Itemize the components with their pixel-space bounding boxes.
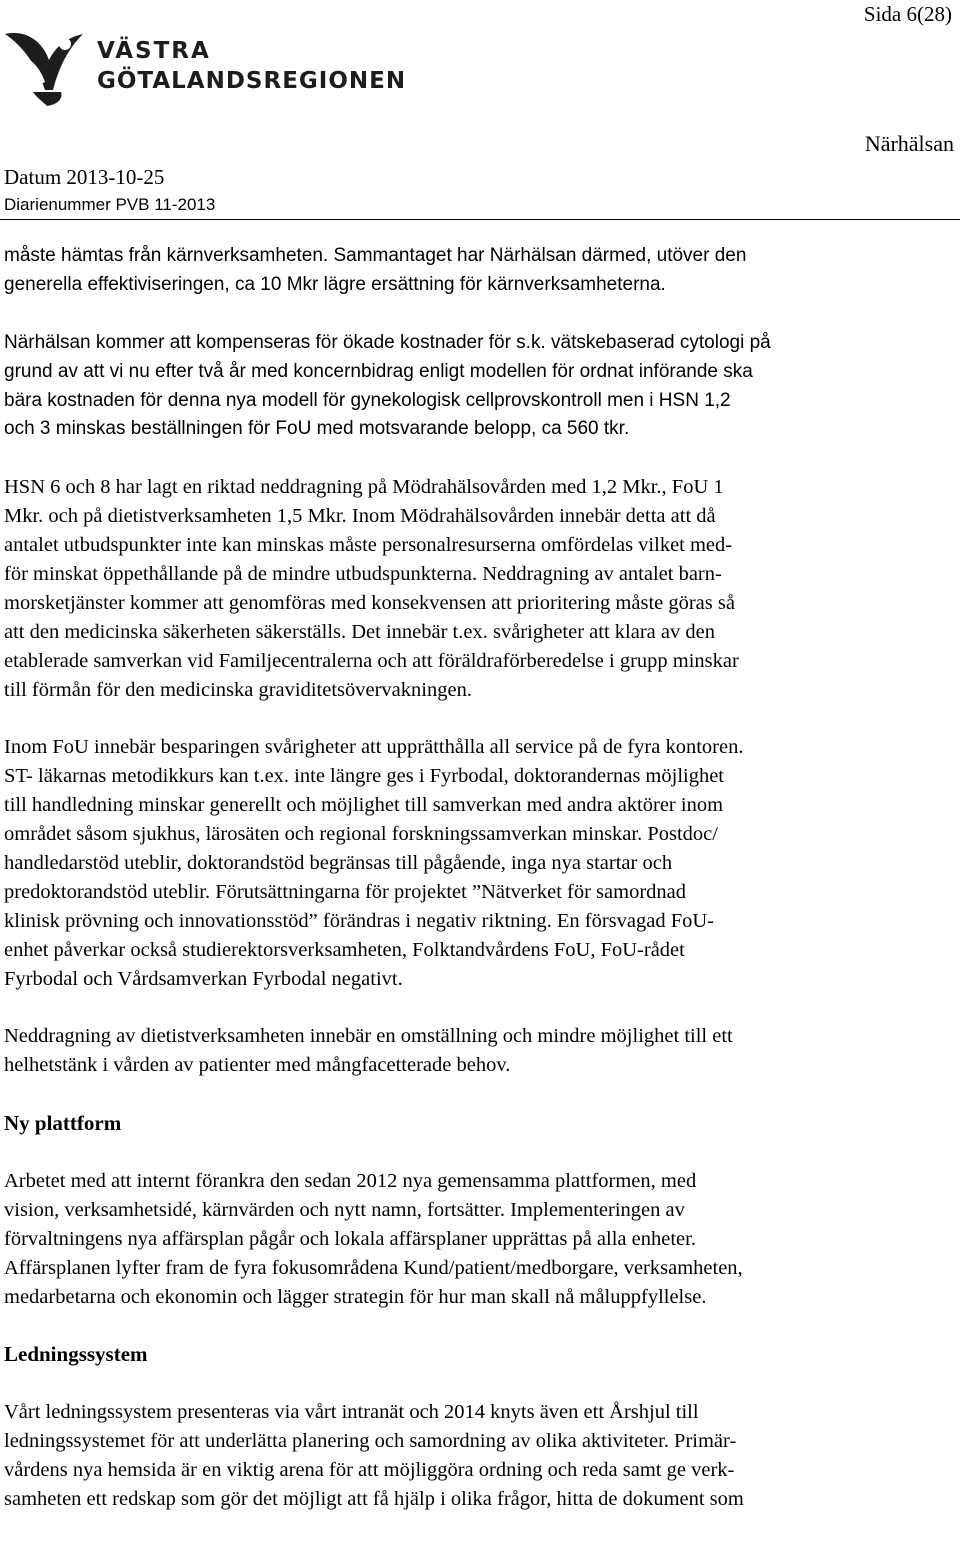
text-line: klinisk prövning och innovationsstöd” förändras i negativ riktning. En försvagad FoU- <box>4 909 714 932</box>
text-line: antalet utbudspunkter inte kan minskas måste personalresurserna omfördelas vilket med- <box>4 534 733 557</box>
text-line: och 3 minskas beställningen för FoU med motsvarande belopp, ca 560 tkr. <box>4 418 630 440</box>
logo-wordmark <box>97 36 406 96</box>
page-number: Sida 6(28) <box>863 2 952 26</box>
text-line: helhetstänk i vården av patienter med mångfacetterade behov. <box>4 1054 511 1077</box>
text-line: Mkr. och på dietistverksamheten 1,5 Mkr. Inom Mödrahälsovården innebär detta att då <box>4 505 716 528</box>
logo-line-1: VÄSTRA <box>97 38 211 64</box>
text-line: Närhälsan kommer att kompenseras för ökade kostnader för s.k. vätskebaserad cytologi på <box>4 331 771 353</box>
text-line: vårdens nya hemsida är en viktig arena för att möjliggöra ordning och reda samt ge verk- <box>4 1458 735 1481</box>
text-line: etablerade samverkan vid Familjecentralerna och att föräldraförberedelse i grupp minskar <box>4 649 739 672</box>
paragraph-management <box>4 1398 956 1514</box>
paragraph-cytology <box>4 329 956 445</box>
text-line: enhet påverkar också studierektorsverksamheten, Folktandvårdens FoU, FoU-rådet <box>4 938 685 961</box>
text-line: Arbetet med att internt förankra den sedan 2012 nya gemensamma plattformen, med <box>4 1169 697 1192</box>
paragraph-research <box>4 733 956 993</box>
heading-management-system: Ledningssystem <box>4 1342 148 1367</box>
vgr-logo-mark-icon <box>3 26 95 108</box>
text-line: Vårt ledningssystem presenteras via vårt intranät och 2014 knyts även ett Årshjul till <box>4 1401 699 1424</box>
department-name: Närhälsan <box>864 131 954 156</box>
paragraph-dietitian <box>4 1022 956 1080</box>
text-line: samheten ett redskap som gör det möjligt att få hjälp i olika frågor, hitta de dokument som <box>4 1487 744 1510</box>
text-line: Inom FoU innebär besparingen svårigheter att upprätthålla all service på de fyra kontoren. <box>4 736 744 759</box>
text-line: till förmån för den medicinska graviditetsövervakningen. <box>4 678 472 701</box>
paragraph-core-business <box>4 242 956 300</box>
diary-number: Diarienummer PVB 11-2013 <box>4 195 216 214</box>
text-line: Neddragning av dietistverksamheten innebär en omställning och mindre möjlighet till ett <box>4 1025 733 1048</box>
text-line: ledningssystemet för att underlätta planering och samordning av olika aktiviteter. Primär- <box>4 1430 737 1453</box>
text-line: predoktorandstöd uteblir. Förutsättningarna för projektet ”Nätverket för samordnad <box>4 880 686 903</box>
text-line: för minskat öppethållande på de mindre utbudspunkterna. Neddragning av antalet barn- <box>4 562 722 585</box>
text-line: Affärsplanen lyfter fram de fyra fokusområdena Kund/patient/medborgare, verksamheten, <box>4 1256 743 1279</box>
text-line: att den medicinska säkerheten säkerställs. Det innebär t.ex. svårigheter att klara av den <box>4 620 715 643</box>
text-line: bära kostnaden för denna nya modell för gynekologisk cellprovskontroll men i HSN 1,2 <box>4 389 731 411</box>
text-line: HSN 6 och 8 har lagt en riktad neddragning på Mödrahälsovården med 1,2 Mkr., FoU 1 <box>4 476 724 499</box>
text-line: ST- läkarnas metodikkurs kan t.ex. inte längre ges i Fyrbodal, doktorandernas möjlighet <box>4 765 725 788</box>
text-line: Fyrbodal och Vårdsamverkan Fyrbodal negativt. <box>4 967 403 990</box>
text-line: till handledning minskar generellt och möjlighet till samverkan med andra aktörer inom <box>4 794 724 817</box>
text-line: handledarstöd uteblir, doktorandstöd begränsas till pågående, inga nya startar och <box>4 851 673 874</box>
text-line: grund av att vi nu efter två år med koncernbidrag enligt modellen för ordnat införande ska <box>4 360 753 382</box>
document-body <box>4 242 956 1543</box>
text-line: måste hämtas från kärnverksamheten. Sammantaget har Närhälsan därmed, utöver den <box>4 245 747 266</box>
heading-new-platform: Ny plattform <box>4 1111 122 1136</box>
paragraph-platform <box>4 1167 956 1312</box>
document-date: Datum 2013-10-25 <box>4 165 165 189</box>
text-line: generella effektiviseringen, ca 10 Mkr lägre ersättning för kärnverksamheterna. <box>4 273 666 295</box>
header-divider <box>0 219 960 220</box>
text-line: vision, verksamhetsidé, kärnvärden och nytt namn, fortsätter. Implementeringen av <box>4 1198 685 1221</box>
text-line: förvaltningens nya affärsplan pågår och lokala affärsplaner upprättas på alla enheter. <box>4 1227 696 1250</box>
text-line: morsketjänster kommer att genomföras med konsekvensen att prioritering måste göras så <box>4 591 735 614</box>
organization-logo <box>3 26 407 108</box>
logo-line-2: GÖTALANDSREGIONEN <box>97 68 407 94</box>
text-line: medarbetarna och ekonomin och lägger strategin för hur man skall nå måluppfyllelse. <box>4 1285 707 1308</box>
text-line: området såsom sjukhus, lärosäten och regional forskningssamverkan minskar. Postdoc/ <box>4 823 718 846</box>
paragraph-maternity-care <box>4 473 956 704</box>
